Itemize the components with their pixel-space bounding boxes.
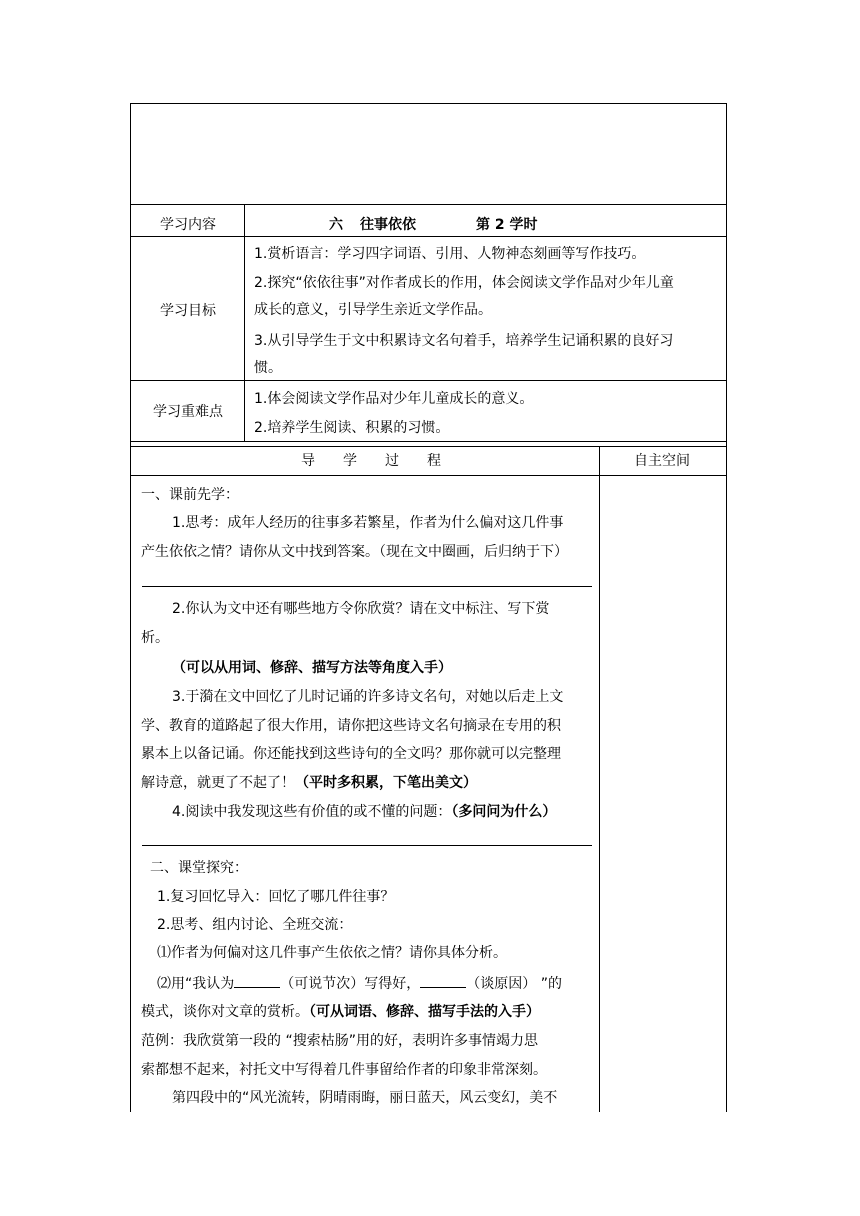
step-2-2-text: （谈原因） ”的	[466, 976, 562, 992]
space-header: 自主空间	[634, 453, 690, 469]
question-3	[141, 775, 477, 791]
question-2-hint: （可以从用词、修辞、描写方法等角度入手）	[172, 660, 452, 676]
fill-blank	[234, 975, 280, 988]
example-text: 范例：我欣赏第一段的 “搜索枯肠”用的好，表明许多事情竭力思	[141, 1033, 538, 1049]
question-3-hint: （平时多积累，下笔出美文）	[295, 775, 477, 791]
goal-line: 成长的意义，引导学生亲近文学作品。	[254, 302, 492, 318]
question-1: 1.思考：成年人经历的往事多若繁星，作者为什么偏对这几件事	[172, 515, 564, 531]
column-divider	[244, 204, 245, 441]
question-4-text: 4.阅读中我发现这些有价值的或不懂的问题：	[172, 804, 452, 820]
unit-number: 六	[329, 217, 343, 233]
goal-line: 1.赏析语言：学习四字词语、引用、人物神态刻画等写作技巧。	[254, 246, 646, 262]
step-2: 2.思考、组内讨论、全班交流：	[157, 917, 353, 933]
step-2-1: ⑴作者为何偏对这几件事产生依依之情？请你具体分析。	[157, 945, 507, 961]
question-3: 学、教育的道路起了很大作用，请你把这些诗文名句摘录在专用的积	[141, 718, 561, 734]
period-label: 第 2 学时	[476, 217, 538, 233]
pre-heading: 一、课前先学：	[141, 487, 239, 503]
row-divider	[130, 441, 727, 442]
question-4	[172, 804, 556, 820]
answer-line	[142, 845, 592, 846]
row-divider	[130, 204, 727, 205]
row-divider	[130, 446, 727, 447]
question-3: 3.于漪在文中回忆了儿时记诵的许多诗文名句，对她以后走上文	[172, 689, 564, 705]
answer-line	[142, 586, 592, 587]
question-3: 累本上以备记诵。你还能找到这些诗句的全文吗？那你就可以完整理	[141, 746, 561, 762]
key-point: 1.体会阅读文学作品对少年儿童成长的意义。	[254, 391, 534, 407]
question-4-hint: （多问问为什么）	[451, 804, 557, 820]
question-2: 析。	[141, 630, 169, 646]
step-2-2-text: ⑵用“我认为	[157, 976, 235, 992]
process-header: 导 学 过 程	[301, 453, 441, 469]
goals-label: 学习目标	[160, 303, 216, 319]
column-divider	[599, 446, 600, 1112]
paragraph-4-text: 第四段中的“风光流转，阴晴雨晦，丽日蓝天，风云变幻，美不	[172, 1090, 558, 1106]
question-2: 2.你认为文中还有哪些地方令你欣赏？请在文中标注、写下赏	[172, 601, 550, 617]
step-1: 1.复习回忆导入：回忆了哪几件往事？	[157, 889, 395, 905]
row-divider	[130, 475, 727, 476]
key-point: 2.培养学生阅读、积累的习惯。	[254, 420, 450, 436]
goal-line: 惯。	[254, 360, 282, 376]
class-heading: 二、课堂探究：	[150, 860, 248, 876]
step-2-2	[141, 1004, 540, 1020]
step-2-2-text: （可说节次）写得好，	[280, 976, 421, 992]
row-divider	[130, 236, 727, 237]
goal-line: 3.从引导学生于文中积累诗文名句着手，培养学生记诵积累的良好习	[254, 333, 674, 349]
goal-line: 2.探究“依依往事”对作者成长的作用，体会阅读文学作品对少年儿童	[254, 275, 674, 291]
fill-blank	[420, 975, 466, 988]
content-label: 学习内容	[160, 217, 216, 233]
example-text: 索都想不起来，衬托文中写得着几件事留给作者的印象非常深刻。	[141, 1062, 547, 1078]
question-3-text: 解诗意，就更了不起了！	[141, 775, 295, 791]
row-divider	[130, 380, 727, 381]
unit-title: 往事依依	[360, 217, 416, 233]
key-label: 学习重难点	[153, 404, 223, 420]
step-2-2-text: 模式，谈你对文章的赏析。	[141, 1004, 309, 1020]
question-1: 产生依依之情？请你从文中找到答案。（现在文中圈画，后归纳于下）	[141, 544, 568, 560]
step-2-2-hint: （可从词语、修辞、描写手法的入手）	[309, 1004, 540, 1020]
step-2-2	[157, 975, 562, 992]
